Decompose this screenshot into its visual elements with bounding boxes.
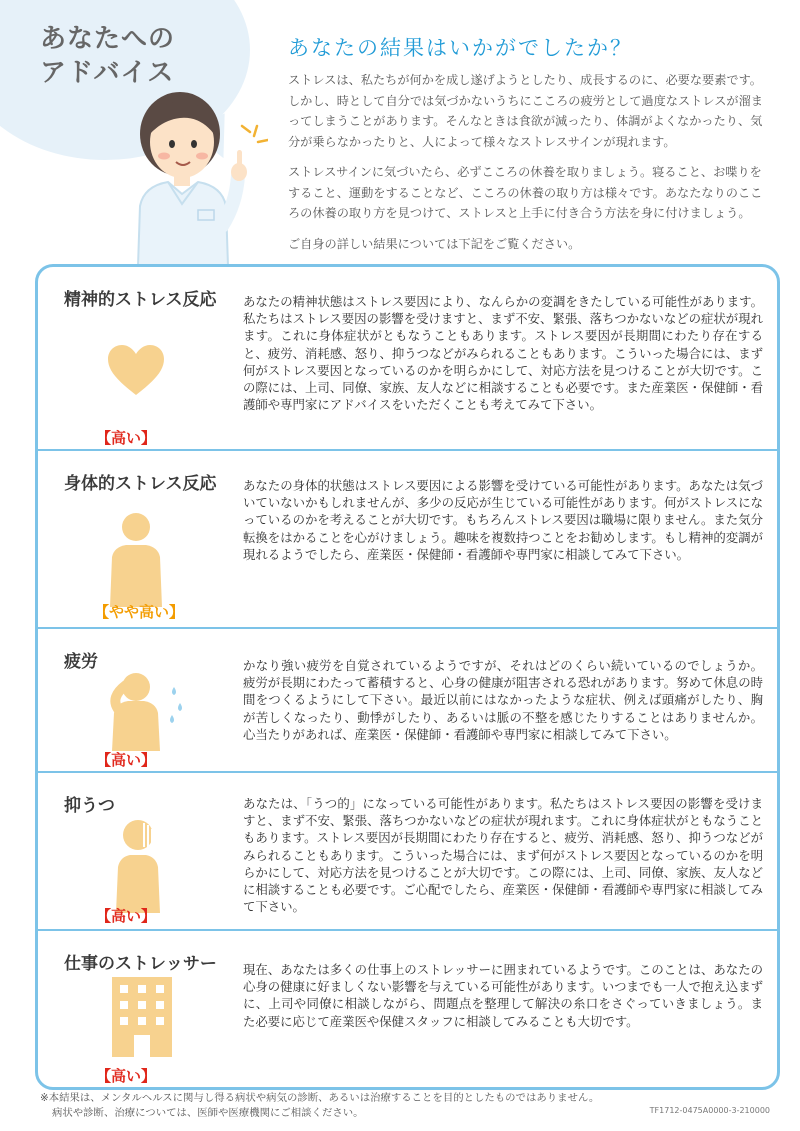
section-work-stressor	[38, 931, 777, 1090]
section-title: 抑うつ	[64, 796, 115, 816]
section-physical-stress	[38, 451, 777, 627]
disclaimer-line-1: ※本結果は、メンタルヘルスに関与し得る病状や病気の診断、あるいは治療することを目的としたものではありません。	[40, 1092, 600, 1104]
level-badge: 【高い】	[96, 751, 157, 769]
person-icon	[104, 511, 168, 607]
section-fatigue	[38, 629, 777, 771]
section-description: あなたの身体的状態はストレス要因による影響を受けている可能性があります。あなたは気づいていないかもしれませんが、多少の反応が生じている可能性があります。何がストレスになっているのかを考えることが大切です。もちろんストレス要因は職場に限りません。また気分転換をはかることを心がけましょう。趣味を複数持つことをお勧めします。もし精神的変調が現れるようでしたら、産業医・保健師・看護師や専門家に相談してみて下さい。	[243, 478, 763, 562]
intro-paragraph-2: ストレスサインに気づいたら、必ずこころの休養を取りましょう。寝ること、お喋りをすること、運動をすることなど、こころの休養の取り方は様々です。あなたなりのこころの休養の取り方を見つけて、ストレスと上手に付き合う方法を身に付けましょう。	[288, 165, 763, 220]
heart-icon	[108, 345, 164, 397]
section-description: かなり強い疲労を自覚されているようですが、それはどのくらい続いているのでしょうか。疲労が長期にわたって蓄積すると、心身の健康が阻害される恐れがあります。努めて休息の時間をつくるようにして下さい。最近以前にはなかったような症状、例えば頭痛がしたり、胸が苦しくなったり、動悸がしたり、あるいは脈の不整を感じたりすることはありませんか。心当たりがあれば、産業医・保健師・看護師や専門家に相談してみて下さい。	[243, 658, 763, 742]
advice-heading: あなたへの アドバイス	[40, 24, 176, 88]
level-badge: 【高い】	[96, 429, 157, 447]
intro-text	[288, 70, 772, 264]
depressed-person-icon	[110, 817, 166, 913]
section-title: 仕事のストレッサー	[64, 954, 217, 974]
tired-person-icon	[100, 667, 188, 751]
result-heading: あなたの結果はいかがでしたか？	[288, 36, 633, 60]
section-description: 現在、あなたは多くの仕事上のストレッサーに囲まれているようです。このことは、あなたの心身の健康に好ましくない影響を与えている可能性があります。いつまでも一人で抱え込まずに、上司や同僚に相談しながら、問題点を整理して解決の糸口をさぐっていきましょう。また必要に応じて産業医や保健スタッフに相談してみることも大切です。	[243, 962, 763, 1029]
level-badge: 【高い】	[96, 907, 157, 925]
section-depression	[38, 773, 777, 929]
office-building-icon	[110, 975, 174, 1057]
intro-paragraph-3: ご自身の詳しい結果については下記をご覧ください。	[288, 236, 581, 251]
nurse-illustration	[118, 76, 268, 266]
section-mental-stress	[38, 267, 777, 449]
intro-paragraph-1: ストレスは、私たちが何かを成し遂げようとしたり、成長するのに、必要な要素です。しかし、時として自分では気づかないうちにこころの疲労として過度なストレスが溜まってしまうことがあります。そんなときは食欲が減ったり、体調がよくなかったり、気分が乗らなかったりと、人によって様々なストレスサインが現れます。	[288, 73, 763, 149]
section-title: 身体的ストレス反応	[64, 474, 217, 494]
section-description: あなたは、「うつ的」になっている可能性があります。私たちはストレス要因の影響を受けますと、まず不安、緊張、落ちつかないなどの症状が現れます。これに身体症状がともなうこともあります。ストレス要因が長期間にわたり存在すると、疲労、消耗感、怒り、抑うつなどがみられることもあります。こういった場合には、まず何がストレス要因となっているのかを明らかにして、対応方法を見つけることが大切です。この際には、上司、同僚、家族、友人などに相談することも必要です。ご心配でしたら、産業医・保健師・看護師や専門家に相談してみて下さい。	[243, 796, 763, 915]
section-title: 疲労	[64, 652, 98, 672]
results-card	[35, 264, 780, 1090]
document-code: TF1712-0475A0000-3-210000	[649, 1106, 770, 1115]
level-badge: 【やや高い】	[94, 603, 185, 621]
section-description: あなたの精神状態はストレス要因により、なんらかの変調をきたしている可能性があります。私たちはストレス要因の影響を受けますと、まず不安、緊張、落ちつかないなどの症状が現れます。これに身体症状がともなうこともあります。ストレス要因が長期間にわたり存在すると、疲労、消耗感、怒り、抑うつなどがみられることもあります。こういった場合には、まず何がストレス要因となっているのかを明らかにして、対応方法を見つけることが大切です。この際には、上司、同僚、家族、友人などに相談することも必要です。また産業医・保健師・看護師や専門家にアドバイスをいただくことも考えてみて下さい。	[243, 294, 763, 413]
disclaimer-line-2: 病状や診断、治療については、医師や医療機関にご相談ください。	[52, 1107, 364, 1119]
section-title: 精神的ストレス反応	[64, 290, 217, 310]
level-badge: 【高い】	[96, 1067, 157, 1085]
